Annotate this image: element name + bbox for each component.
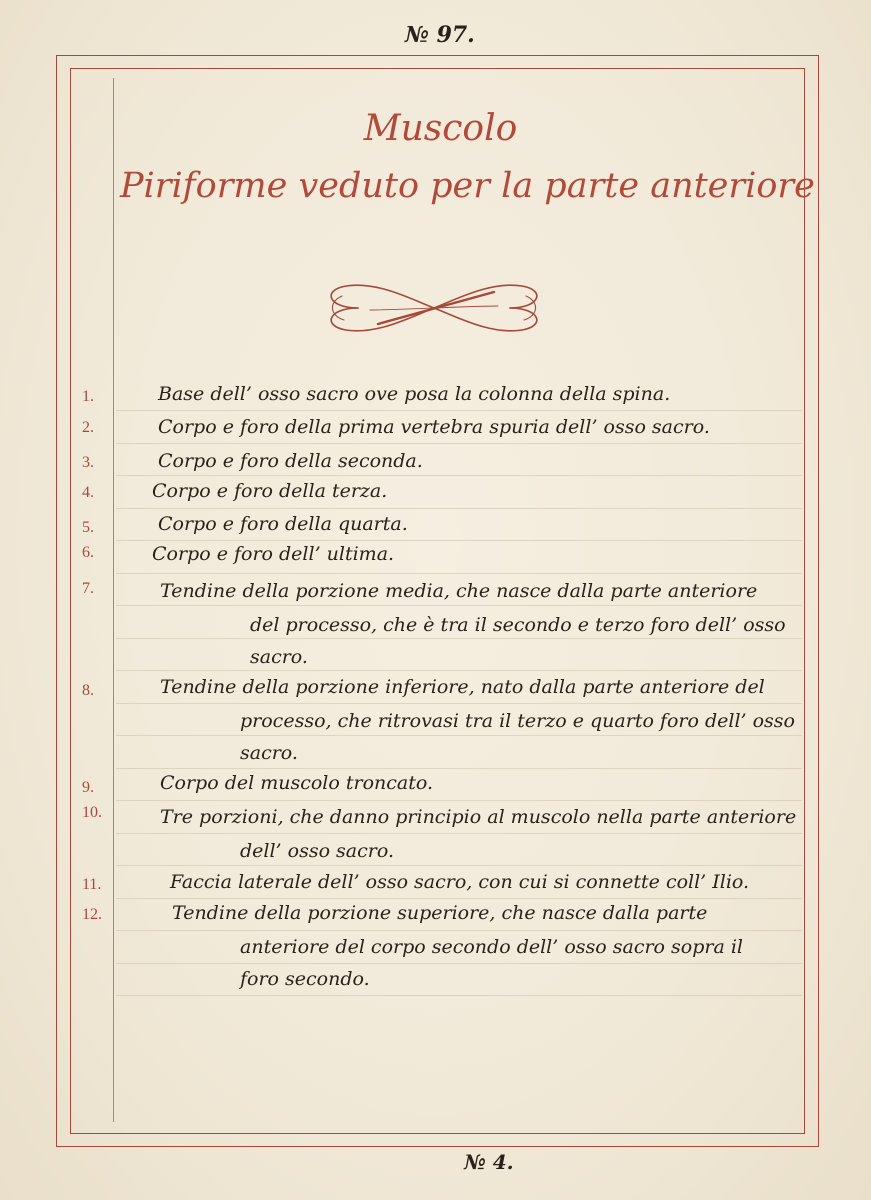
item-text-line: Tendine della porzione superiore, che nasce dalla parte: [172, 902, 708, 924]
item-text-line: Corpo e foro della quarta.: [158, 513, 408, 535]
item-text-line: Corpo e foro della prima vertebra spuria dell’ osso sacro.: [158, 416, 710, 438]
ruling-line: [116, 443, 802, 444]
ruling-line: [116, 540, 802, 541]
item-text-line: Tendine della porzione inferiore, nato dalla parte anteriore del: [160, 676, 765, 698]
ruling-line: [116, 703, 802, 704]
item-number: 9.: [82, 779, 94, 796]
ruling-line: [116, 865, 802, 866]
ruling-line: [116, 410, 802, 411]
page-number-top: № 97.: [405, 22, 475, 48]
title-line-1: Muscolo: [363, 108, 518, 149]
item-text-line: Corpo e foro della terza.: [152, 480, 388, 502]
item-text-line: Base dell’ osso sacro ove posa la colonna della spina.: [158, 383, 671, 405]
ruling-line: [116, 735, 802, 736]
item-number: 5.: [82, 519, 94, 536]
ruling-line: [116, 800, 802, 801]
ruling-line: [116, 898, 802, 899]
ruling-line: [116, 508, 802, 509]
item-number: 3.: [82, 454, 94, 471]
item-number: 6.: [82, 544, 94, 561]
item-text-line: Tendine della porzione media, che nasce dalla parte anteriore: [160, 580, 758, 602]
ruling-line: [116, 605, 802, 606]
item-number: 10.: [82, 804, 102, 821]
ruling-line: [116, 930, 802, 931]
item-number: 4.: [82, 484, 94, 501]
ruling-line: [116, 670, 802, 671]
item-number: 1.: [82, 388, 94, 405]
item-text-line: processo, che ritrovasi tra il terzo e quarto foro dell’ osso: [240, 710, 795, 732]
ruling-line: [116, 475, 802, 476]
page-number-bottom: № 4.: [464, 1150, 514, 1174]
item-text-line: foro secondo.: [240, 968, 370, 990]
item-text-line: sacro.: [240, 742, 298, 764]
item-text-line: Corpo e foro della seconda.: [158, 450, 423, 472]
item-number: 2.: [82, 419, 94, 436]
calligraphic-flourish-ornament: [318, 280, 550, 336]
item-number: 12.: [82, 906, 102, 923]
item-text-line: dell’ osso sacro.: [240, 840, 395, 862]
item-text-line: Faccia laterale dell’ osso sacro, con cui si connette coll’ Ilio.: [170, 871, 750, 893]
title-line-2: Piriforme veduto per la parte anteriore: [120, 166, 815, 206]
item-text-line: del processo, che è tra il secondo e terzo foro dell’ osso: [250, 614, 786, 636]
ruling-line: [116, 573, 802, 574]
ruling-line: [116, 768, 802, 769]
item-number: 7.: [82, 580, 94, 597]
ruling-line: [116, 995, 802, 996]
item-text-line: anteriore del corpo secondo dell’ osso sacro sopra il: [240, 936, 743, 958]
item-text-line: sacro.: [250, 646, 308, 668]
margin-rule-line: [113, 78, 114, 1122]
ruling-line: [116, 833, 802, 834]
item-text-line: Tre porzioni, che danno principio al muscolo nella parte anteriore: [160, 806, 797, 828]
item-number: 11.: [82, 876, 102, 893]
ruling-line: [116, 963, 802, 964]
item-number: 8.: [82, 682, 94, 699]
item-text-line: Corpo e foro dell’ ultima.: [152, 543, 395, 565]
item-text-line: Corpo del muscolo troncato.: [160, 772, 434, 794]
ruling-line: [116, 638, 802, 639]
